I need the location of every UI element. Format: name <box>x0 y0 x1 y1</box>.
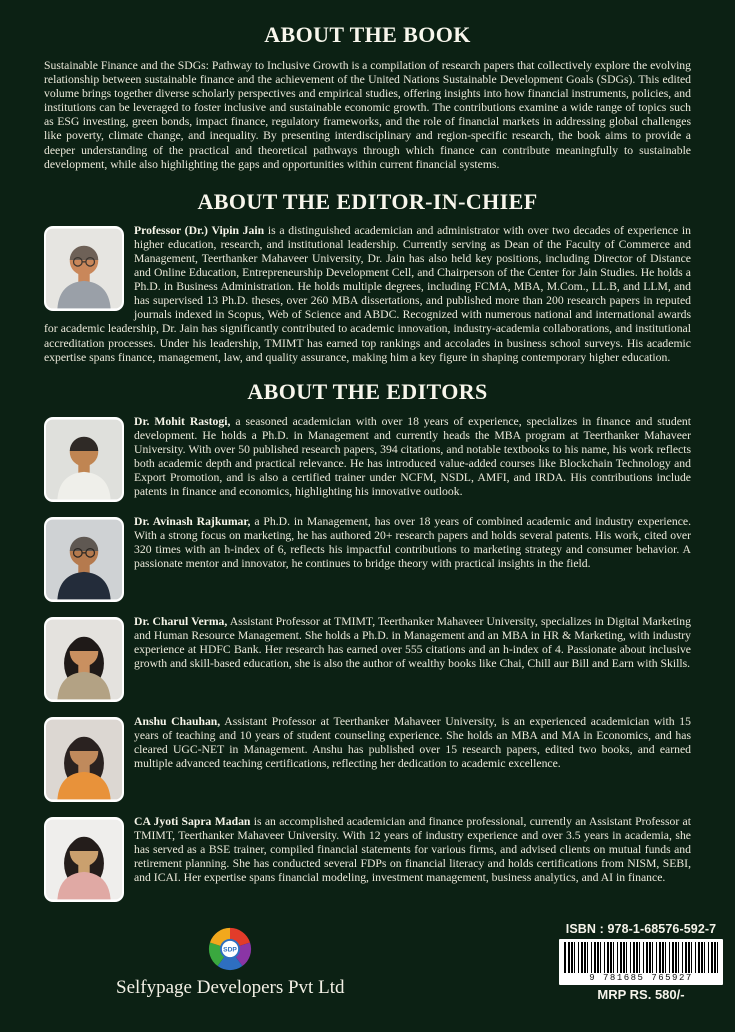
editor-bio-row <box>44 515 691 605</box>
editor-bio-row <box>44 615 691 705</box>
editor-bio-text: a seasoned academician with over 18 years of experience, specializes in finance and student development. He holds a Ph.D. in Management and currently heads the MBA program at Teerthanker Mahaveer University. With over 50 published research papers, 394 citations, and notable textbooks to his name, his work reflects both academic depth and practical relevance. He has introduced value-added courses like Blockchain Technology and Export Promotion, and is also a certified trainer under NCFM, NSDL, AMFI, and IRDA. His contributions include patents in finance and economics, highlighting his innovative outlook. <box>134 414 691 499</box>
editor-bio-row <box>44 815 691 905</box>
isbn-number: ISBN : 978-1-68576-592-7 <box>565 922 717 936</box>
mrp-price: MRP RS. 580/- <box>597 987 685 1002</box>
editor-name: Dr. Charul Verma, <box>134 614 228 628</box>
editor-in-chief-photo <box>44 226 124 311</box>
editor-bio-text: Assistant Professor at TMIMT, Teerthanker Mahaveer University, specializes in Digital Marketing and Human Resource Management. She holds a Ph.D. in Management and an MBA in HR & Marketing, with industry experience at HDFC Bank. Her research has earned over 555 citations and an h-index of 4. Passionate about inclusive growth and skill-based education, she is also the author of wealthy books like Chai, Chill aur Bill and Earn with Skills. <box>134 614 691 670</box>
editor-photo <box>44 817 124 902</box>
publisher-name: Selfypage Developers Pvt Ltd <box>116 977 345 998</box>
portrait-illustration <box>46 619 122 700</box>
about-book-title: ABOUT THE BOOK <box>264 22 471 47</box>
editor-in-chief-bio <box>44 224 691 365</box>
editor-in-chief-bio-text: is a distinguished academician and administrator with over two decades of experience in higher education, research, and institutional leadership. Currently serving as Dean of the Faculty of Commerce and Management, Teerthanker Mahaveer University, Dr. Jain has also held key positions, including Director of Distance and Online Education, Entrepreneurship Development Cell, and Chairperson of the Center for Jain Studies. He holds a Ph.D. in Business Administration. He holds multiple degrees, including FCMA, MBA, M.Com., LL.B, and LLM, and has supervised 13 Ph.D. theses, over 260 MBA dissertations, and published more than 200 research papers in reputed journals indexed in Scopus, Web of Science and ABDC. Recognized with numerous national and international awards for academic leadership, Dr. Jain has significantly contributed to academic innovation, industry-academia collaborations, and institutional accreditation processes. Under his leadership, TMIMT has earned top rankings and accolades in business school surveys. His academic expertise spans finance, management, law, and quality assurance, making him a key figure in shaping contemporary higher education. <box>44 223 691 364</box>
portrait-illustration <box>46 228 122 309</box>
editor-bio-text: a Ph.D. in Management, has over 18 years of combined academic and industry experience. With a strong focus on marketing, he has authored 20+ research papers and holds several patents. His work, cited over 320 times with an h-index of 6, reflects his impactful contributions to marketing strategy and consumer behavior. A passionate mentor and innovator, he continues to bridge theory with practical insights in the field. <box>134 514 691 570</box>
editor-photo <box>44 717 124 802</box>
editor-bio-text: Assistant Professor at Teerthanker Mahaveer University, is an experienced academician with 15 years of teaching and 10 years of student counseling experience. She holds an MBA and MA in Economics, and has cleared UGC-NET in Management. Anshu has published over 15 research papers, edited two books, and earned multiple advanced teaching certifications, reflecting her dedication to academic excellence. <box>134 714 691 770</box>
editor-photo <box>44 617 124 702</box>
editor-in-chief-title: ABOUT THE EDITOR-IN-CHIEF <box>197 188 538 214</box>
portrait-illustration <box>46 519 122 600</box>
editor-name: CA Jyoti Sapra Madan <box>134 814 251 828</box>
editor-bio-row <box>44 415 691 505</box>
publisher-block <box>116 926 344 999</box>
about-book-text: Sustainable Finance and the SDGs: Pathway to Inclusive Growth is a compilation of research papers that collectively explore the evolving relationship between sustainable finance and the achievement of the United Nations Sustainable Development Goals (SDGs). This edited volume brings together diverse scholarly perspectives and empirical studies, offering insights into how financial instruments, policies, and institutions can be leveraged to foster inclusive and sustainable economic growth. The contributions examine a wide range of topics such as ESG investing, green bonds, impact finance, regulatory frameworks, and the role of financial markets in addressing global challenges like poverty, climate change, and inequality. By presenting interdisciplinary and region-specific research, the book aims to provide a deeper understanding of the practical and theoretical pathways through which finance can contribute meaningfully to sustainable development, while also highlighting the gaps and opportunities within current financial systems. <box>44 59 691 171</box>
footer <box>0 914 735 1032</box>
editor-photo <box>44 417 124 502</box>
publisher-logo-icon <box>207 926 253 972</box>
portrait-illustration <box>46 719 122 800</box>
editors-title: ABOUT THE EDITORS <box>247 378 488 404</box>
editor-in-chief-name: Professor (Dr.) Vipin Jain <box>134 223 265 237</box>
editor-bio-row <box>44 715 691 805</box>
barcode-bars <box>564 942 718 973</box>
editor-name: Dr. Mohit Rastogi, <box>134 414 231 428</box>
portrait-illustration <box>46 419 122 500</box>
editor-bio-text: is an accomplished academician and finance professional, currently an Assistant Professor at TMIMT, Teerthanker Mahaveer University. With 12 years of industry experience and over 3.5 years in academia, she has served as a BSE trainer, compiled financial statements for various firms, and advised clients on mutual funds and retirement planning. She has conducted several FDPs on financial literacy and holds certifications from NISM, SEBI, and ICAI. Her expertise spans financial modeling, investment management, business analytics, and AI in finance. <box>134 814 691 885</box>
barcode-digits: 9 781685 765927 <box>564 973 718 984</box>
editor-name: Dr. Avinash Rajkumar, <box>134 514 251 528</box>
isbn-block <box>553 922 729 1002</box>
editor-name: Anshu Chauhan, <box>134 714 221 728</box>
logo-monogram: SDP <box>223 946 238 954</box>
portrait-illustration <box>46 819 122 900</box>
barcode <box>559 939 723 985</box>
editor-photo <box>44 517 124 602</box>
